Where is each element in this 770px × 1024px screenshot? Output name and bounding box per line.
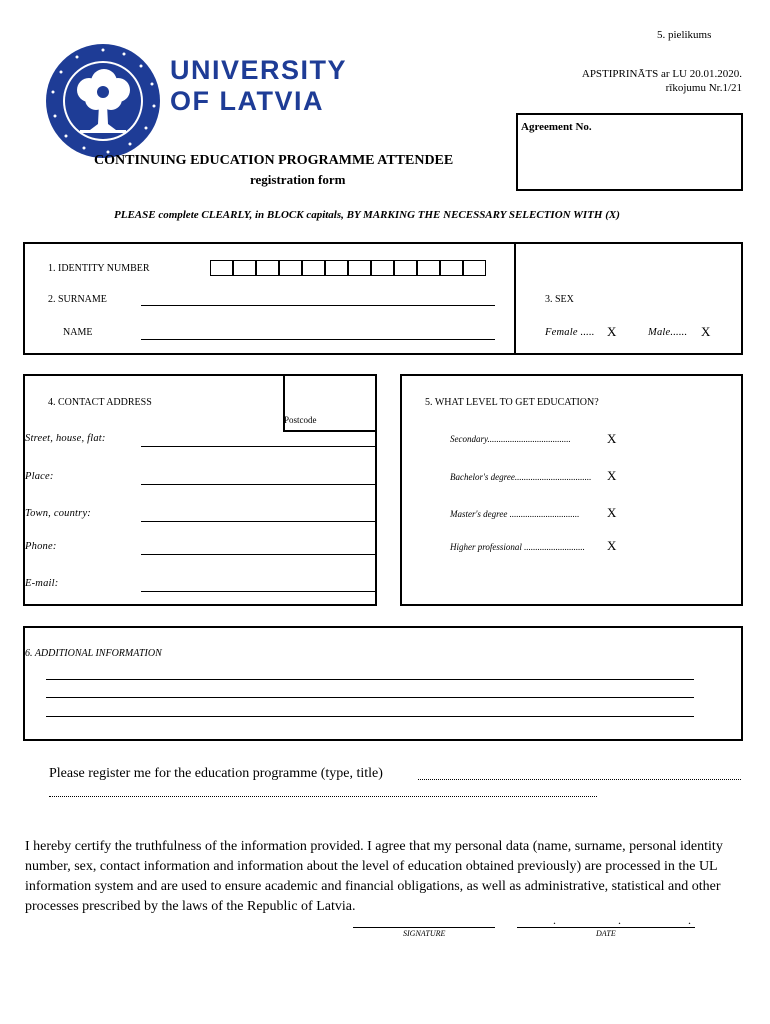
education-option-secondary: Secondary.....................................: [450, 434, 571, 444]
education-option-bachelor: Bachelor's degree..................................: [450, 472, 592, 482]
place-field[interactable]: [141, 484, 377, 485]
agreement-box[interactable]: [516, 113, 743, 191]
programme-label: Please register me for the education programme (type, title): [49, 766, 383, 781]
annex-label: 5. pielikums: [657, 29, 712, 41]
identity-number-label: 1. IDENTITY NUMBER: [48, 263, 150, 274]
signature-label: SIGNATURE: [403, 929, 446, 938]
secondary-checkbox[interactable]: X: [607, 431, 617, 446]
education-option-master: Master's degree ...............................: [450, 509, 580, 519]
additional-line-2[interactable]: [46, 697, 694, 698]
town-field[interactable]: [141, 521, 377, 522]
education-section: [400, 374, 743, 606]
date-label: DATE: [596, 929, 616, 938]
programme-field-continued[interactable]: [49, 796, 597, 797]
street-label: Street, house, flat:: [25, 433, 106, 444]
name-field[interactable]: [141, 339, 495, 340]
education-title: 5. WHAT LEVEL TO GET EDUCATION?: [425, 397, 599, 408]
form-title: CONTINUING EDUCATION PROGRAMME ATTENDEE: [94, 153, 454, 168]
male-label: Male......: [648, 327, 688, 338]
contact-title: 4. CONTACT ADDRESS: [48, 397, 152, 408]
phone-field[interactable]: [141, 554, 377, 555]
higher-professional-checkbox[interactable]: X: [607, 538, 617, 553]
form-subtitle: registration form: [250, 172, 346, 187]
contact-section: [23, 374, 377, 606]
name-label: NAME: [63, 327, 93, 338]
date-separator-dot: .: [688, 913, 691, 927]
agreement-label: Agreement No.: [521, 121, 592, 133]
bachelor-checkbox[interactable]: X: [607, 468, 617, 483]
email-label: E-mail:: [25, 578, 59, 589]
surname-field[interactable]: [141, 305, 495, 306]
female-label: Female .....: [545, 327, 595, 338]
date-separator-dot: .: [618, 913, 621, 927]
approval-line2: rīkojumu Nr.1/21: [665, 82, 742, 94]
email-field[interactable]: [141, 591, 377, 592]
identity-number-input[interactable]: [210, 260, 496, 276]
additional-line-3[interactable]: [46, 716, 694, 717]
certification-text: I hereby certify the truthfulness of the information provided. I agree that my personal data (name, surname, personal identity number, sex, contact information and information about the level of education obtained previously) are processed in the UL information system and are used to ensure academic and financial obligations, as well as administrative, statistical and other processes prescribed by the laws of the Republic of Latvia.: [25, 839, 723, 914]
surname-label: 2. SURNAME: [48, 294, 107, 305]
phone-label: Phone:: [25, 541, 57, 552]
town-label: Town, country:: [25, 508, 91, 519]
place-label: Place:: [25, 471, 54, 482]
additional-title: 6. ADDITIONAL INFORMATION: [25, 648, 162, 659]
master-checkbox[interactable]: X: [607, 505, 617, 520]
street-field[interactable]: [141, 446, 377, 447]
education-option-higher-professional: Higher professional ...........................: [450, 542, 585, 552]
programme-field[interactable]: [418, 779, 741, 780]
date-separator-dot: .: [553, 913, 556, 927]
additional-section: [23, 626, 743, 741]
date-field[interactable]: [517, 927, 695, 928]
university-name-line2: OF LATVIA: [170, 86, 324, 116]
signature-field[interactable]: [353, 927, 495, 928]
female-checkbox[interactable]: X: [607, 324, 617, 339]
university-name-line1: UNIVERSITY: [170, 55, 348, 85]
postcode-label: Postcode: [284, 415, 317, 425]
approval-line1: APSTIPRINĀTS ar LU 20.01.2020.: [581, 68, 742, 80]
instructions: PLEASE complete CLEARLY, in BLOCK capitals, BY MARKING THE NECESSARY SELECTION WITH (X): [114, 209, 620, 221]
sex-label: 3. SEX: [545, 294, 574, 305]
male-checkbox[interactable]: X: [701, 324, 711, 339]
additional-line-1[interactable]: [46, 679, 694, 680]
university-seal-icon: [44, 42, 162, 160]
